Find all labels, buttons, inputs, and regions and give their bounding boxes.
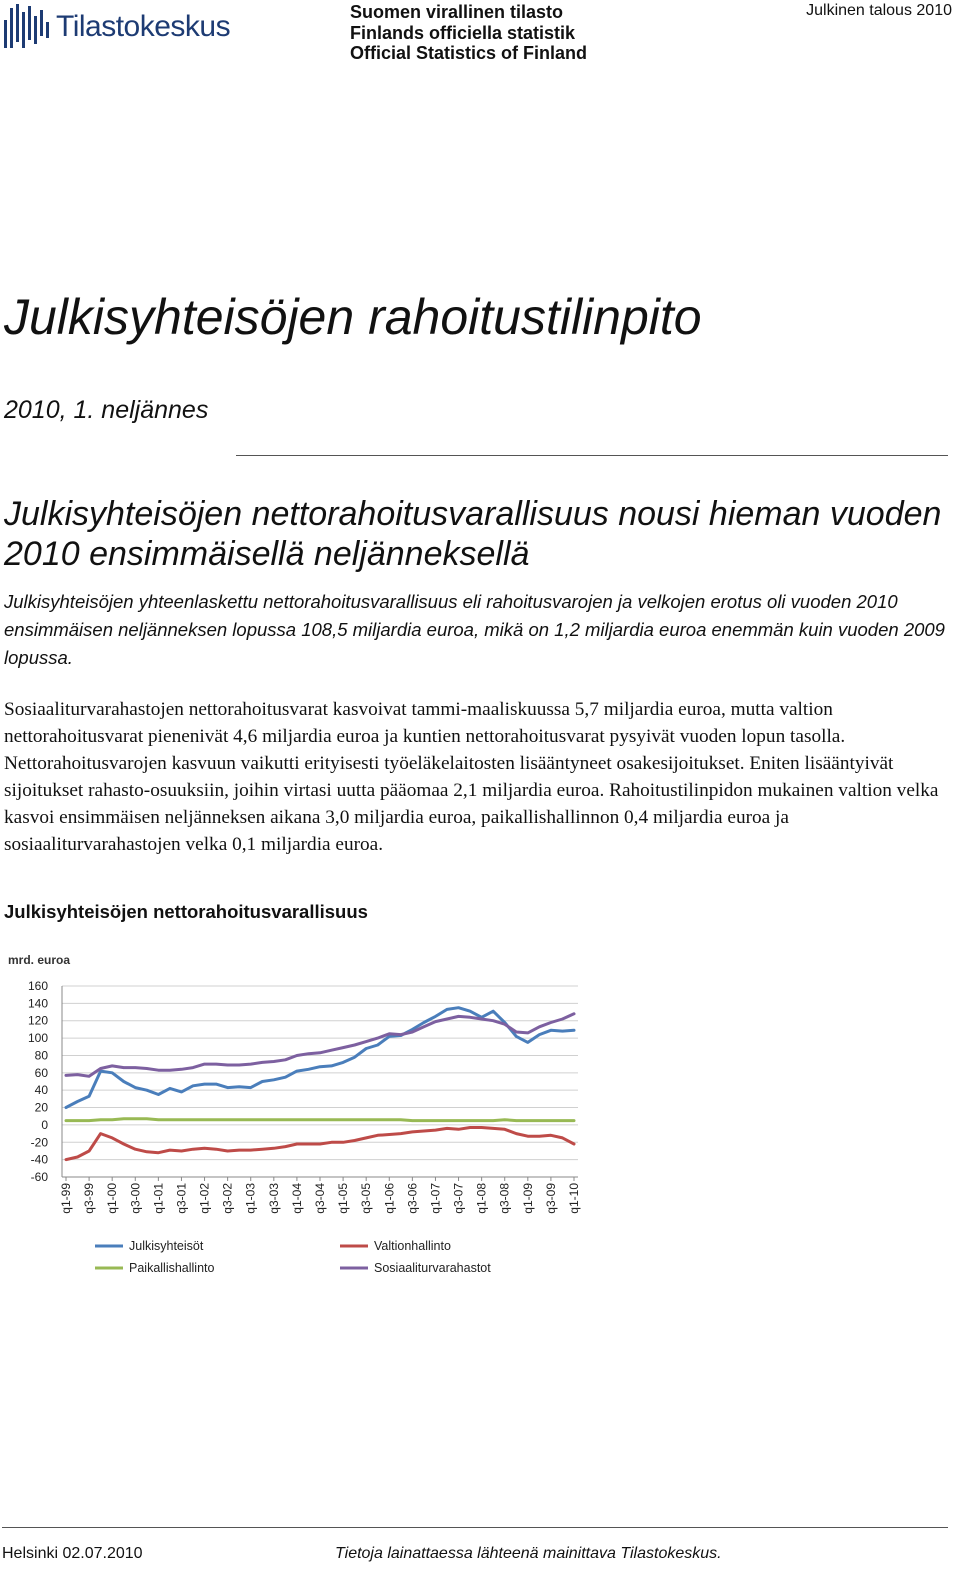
x-tick-label: q1-04	[289, 1183, 304, 1214]
logo-wordmark: Tilastokeskus	[56, 10, 231, 43]
x-tick-label: q1-01	[151, 1183, 166, 1214]
chart-series	[66, 1008, 574, 1160]
y-tick-label: 80	[34, 1048, 48, 1063]
series-name: Julkinen talous 2010	[806, 2, 952, 19]
bottom-divider	[2, 1527, 948, 1528]
x-tick-label: q1-05	[336, 1183, 351, 1214]
y-tick-label: 160	[27, 979, 48, 993]
chart-legend	[95, 1239, 491, 1275]
x-tick-label: q3-00	[128, 1183, 143, 1214]
x-tick-label: q1-10	[567, 1183, 581, 1214]
lead-paragraph: Julkisyhteisöjen yhteenlaskettu nettorahoitusvarallisuus eli rahoitusvarojen ja velkojen erotus oli vuoden 2010 ensimmäisen neljänneksen lopussa 108,5 miljardia euroa, mikä on 1,2 miljardia euroa enemmän kuin vuoden 2009 lopussa.	[4, 591, 945, 668]
x-tick-label: q3-01	[174, 1183, 189, 1214]
y-tick-label: 0	[41, 1117, 48, 1132]
x-tick-label: q1-02	[197, 1183, 212, 1214]
x-tick-label: q3-09	[543, 1183, 558, 1214]
chart-unit-label: mrd. euroa	[8, 953, 71, 967]
document-title: Julkisyhteisöjen rahoitustilinpito	[4, 289, 702, 345]
x-tick-label: q3-04	[313, 1183, 327, 1214]
x-tick-label: q3-07	[451, 1183, 466, 1214]
chart-x-axis	[59, 1177, 581, 1214]
y-tick-label: -40	[30, 1152, 48, 1167]
legend-label: Valtionhallinto	[374, 1239, 451, 1253]
legend-label: Paikallishallinto	[129, 1261, 215, 1275]
official-line-sv: Finlands officiella statistik	[350, 22, 576, 43]
legend-label: Julkisyhteisöt	[129, 1239, 204, 1253]
official-line-fi: Suomen virallinen tilasto	[350, 2, 564, 22]
x-tick-label: q3-06	[405, 1183, 420, 1214]
chart-y-axis	[28, 979, 48, 1184]
chart-gridlines	[62, 986, 578, 1177]
x-tick-label: q1-03	[243, 1183, 258, 1214]
x-tick-label: q3-05	[359, 1183, 374, 1214]
y-tick-label: -60	[30, 1170, 48, 1184]
y-tick-label: 140	[27, 996, 48, 1011]
y-tick-label: 100	[27, 1031, 48, 1046]
body-paragraph: Sosiaaliturvarahastojen nettorahoitusvarat kasvoivat tammi-maaliskuussa 5,7 miljardia euroa, mutta valtion nettorahoitusvarat pienenivät 4,6 miljardia euroa ja kuntien nettorahoitusvarat pysyivät vuoden lopun tasolla. Nettorahoitusvarojen kasvuun vaikutti erityisesti työeläkelaitosten lisääntyneet osakesijoitukset. Eniten lisääntyivät sijoitukset rahasto-osuuksiin, joihin virtasi uutta pääomaa 2,1 miljardia euroa. Rahoitustilinpidon mukainen valtion velka kasvoi ensimmäisen neljänneksen aikana 3,0 miljardia euroa, paikallishallinnon 0,4 miljardia euroa ja sosiaaliturvarahastojen velka 0,1 miljardia euroa.	[4, 699, 939, 855]
y-tick-label: 20	[34, 1100, 48, 1115]
logo-bars-icon	[4, 4, 49, 48]
x-tick-label: q3-99	[82, 1183, 97, 1214]
official-statistics-block	[350, 2, 587, 64]
top-divider	[236, 455, 948, 456]
legend-label: Sosiaaliturvarahastot	[374, 1261, 491, 1275]
y-tick-label: 60	[34, 1065, 48, 1080]
footer-source-note: Tietoja lainattaessa lähteenä mainittava Tilastokeskus.	[335, 1545, 722, 1562]
y-tick-label: -20	[30, 1135, 48, 1150]
x-tick-label: q3-02	[220, 1183, 235, 1214]
x-tick-label: q1-07	[428, 1183, 443, 1214]
x-tick-label: q1-00	[105, 1183, 120, 1214]
x-tick-label: q1-09	[520, 1183, 535, 1214]
x-tick-label: q3-03	[266, 1183, 281, 1214]
chart-heading: Julkisyhteisöjen nettorahoitusvarallisuus	[4, 901, 368, 922]
net-financial-assets-chart	[0, 940, 600, 1285]
series-line-3	[66, 1119, 574, 1121]
x-tick-label: q3-08	[497, 1183, 512, 1214]
document-period: 2010, 1. neljännes	[4, 396, 209, 424]
y-tick-label: 40	[34, 1083, 48, 1098]
headline: Julkisyhteisöjen nettorahoitusvarallisuus nousi hieman vuoden 2010 ensimmäisellä neljänneksellä	[4, 495, 942, 573]
y-tick-label: 120	[27, 1013, 48, 1028]
series-line-2	[66, 1128, 574, 1160]
x-tick-label: q1-06	[382, 1183, 397, 1214]
official-line-en: Official Statistics of Finland	[350, 43, 588, 63]
footer-date: Helsinki 02.07.2010	[2, 1545, 143, 1562]
x-tick-label: q1-99	[59, 1183, 73, 1214]
x-tick-label: q1-08	[474, 1183, 489, 1214]
